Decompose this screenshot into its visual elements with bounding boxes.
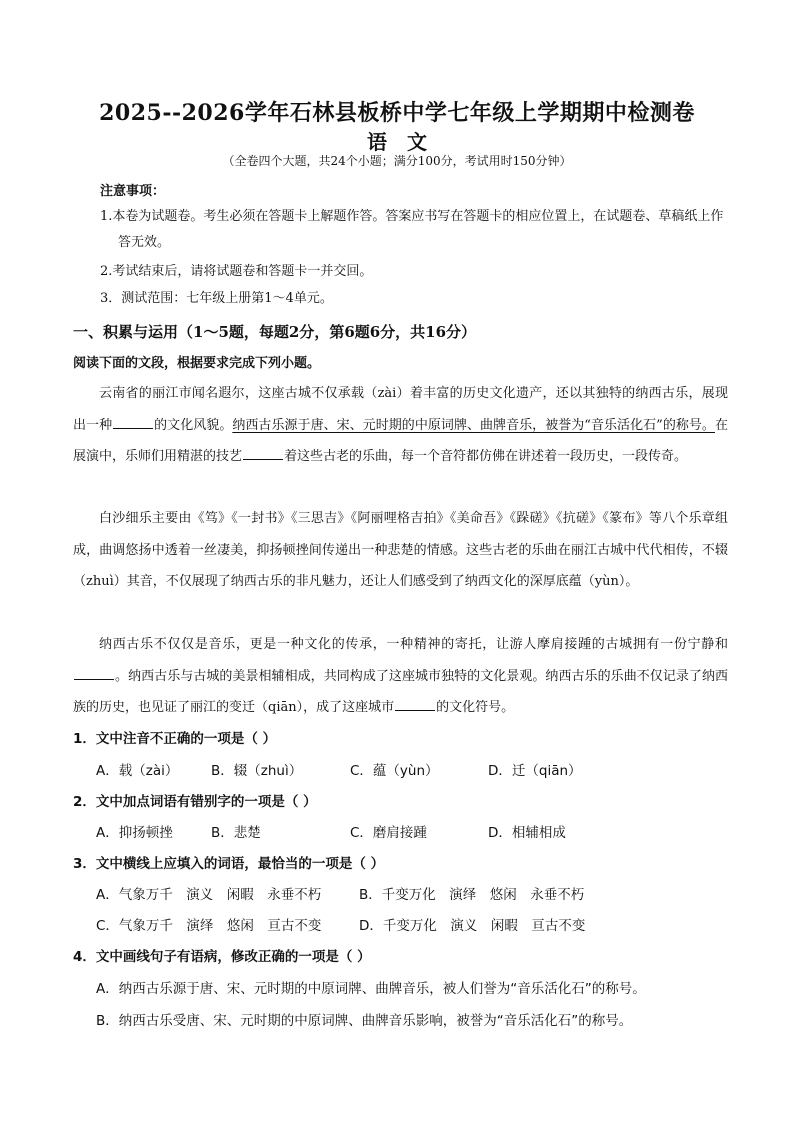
q2-option-b[interactable]: B．悲楚: [211, 825, 261, 841]
p3-text-b: 。纳西古乐与古城的美景相辅相成，共同构成了这座城市独特的文化景观。纳西古乐的乐曲不仅记录了纳西族的历史，也见证了丽江的变迁（qiān），成了这座城市: [73, 668, 728, 715]
p3-text-a: 纳西古乐不仅仅是音乐，更是一种文化的传承，一种精神的寄托，让游人摩肩接踵的古城拥有一份宁静和: [99, 637, 728, 652]
q1-option-c[interactable]: C．蕴（yùn）: [350, 763, 439, 779]
q3-option-a[interactable]: A．气象万千 演义 闲暇 永垂不朽: [96, 887, 322, 903]
p1-text-b: 的文化风貌。: [154, 417, 233, 433]
exam-note: （全卷四个大题，共24个小题；满分100分，考试用时150分钟）: [222, 154, 572, 168]
attention-rule-1: [100, 204, 730, 256]
attention-rule-1-text: 1.本卷为试题卷。考生必须在答题卡上解题作答。答案应书写在答题卡的相应位置上，在试题卷、草稿纸上作答无效。: [100, 209, 724, 250]
q2-option-a[interactable]: A．抑扬顿挫: [96, 825, 173, 841]
question-4-stem: 4．文中画线句子有语病，修改正确的一项是（ ）: [73, 949, 371, 965]
q1-option-d[interactable]: D．迁（qiān）: [488, 763, 582, 779]
question-2-stem: 2．文中加点词语有错别字的一项是（ ）: [73, 794, 317, 810]
section-1-heading: 一、积累与运用（1～5题，每题2分，第6题6分，共16分）: [73, 323, 477, 341]
blank-3: [74, 667, 114, 680]
q1-option-a[interactable]: A．载（zài）: [96, 763, 179, 779]
subject-title: 语 文: [367, 130, 427, 154]
q2-option-d[interactable]: D．相辅相成: [488, 825, 566, 841]
q2-option-c[interactable]: C．磨肩接踵: [350, 825, 427, 841]
blank-4: [395, 698, 435, 711]
passage-paragraph-3: [73, 629, 728, 724]
q3-option-b[interactable]: B．千变万化 演绎 悠闲 永垂不朽: [359, 887, 585, 903]
question-3-stem: 3．文中横线上应填入的词语，最恰当的一项是（ ）: [73, 856, 385, 872]
p1-text-c: 在展演中，乐师们用精湛的技艺: [73, 417, 728, 464]
underlined-sentence: 纳西古乐源于唐、宋、元时期的中原词牌、曲牌音乐，被誉为“音乐活化石”的称号。: [232, 417, 715, 433]
exam-title: 2025--2026学年石林县板桥中学七年级上学期期中检测卷: [99, 100, 695, 126]
attention-heading: 注意事项：: [100, 184, 166, 199]
attention-rule-3: 3．测试范围：七年级上册第1～4单元。: [100, 291, 333, 306]
q3-option-d[interactable]: D．千变万化 演义 闲暇 亘古不变: [359, 918, 586, 934]
q4-option-a[interactable]: A．纳西古乐源于唐、宋、元时期的中原词牌、曲牌音乐，被人们誉为“音乐活化石”的称号。: [96, 981, 646, 997]
blank-1: [113, 416, 153, 429]
q3-option-c[interactable]: C．气象万千 演绎 悠闲 亘古不变: [96, 918, 322, 934]
p1-text-d: 着这些古老的乐曲，每一个音符都仿佛在讲述着一段历史，一段传奇。: [284, 449, 688, 464]
p1-text-a: 云南省的丽江市闻名遐尔，这座古城不仅承载（zài）着丰富的历史文化遗产，还以其独特的纳西古乐，展现出一种: [73, 386, 728, 433]
q1-option-b[interactable]: B．辍（zhuì）: [211, 763, 303, 779]
passage-paragraph-1: [73, 378, 728, 473]
blank-2: [243, 447, 283, 460]
attention-rule-2: 2.考试结束后，请将试题卷和答题卡一并交回。: [100, 264, 373, 279]
passage-instruction: 阅读下面的文段，根据要求完成下列小题。: [73, 356, 321, 371]
q4-option-b[interactable]: B．纳西古乐受唐、宋、元时期的中原词牌、曲牌音乐影响，被誉为“音乐活化石”的称号。: [96, 1013, 633, 1029]
p3-text-c: 的文化符号。: [436, 700, 515, 715]
passage-paragraph-2: 白沙细乐主要由《笃》《一封书》《三思吉》《阿丽哩格吉拍》《美命吾》《跺磋》《抗磋》《篆布》等八个乐章组成，曲调悠扬中透着一丝凄美，抑扬顿挫间传递出一种悲楚的情感。这些古老的乐曲在丽江古城中代代相传，不辍（zhuì）其音，不仅展现了纳西古乐的非凡魅力，还让人们感受到了纳西文化的深厚底蕴（yùn）。: [73, 511, 728, 589]
question-1-stem: 1．文中注音不正确的一项是（ ）: [73, 731, 277, 747]
